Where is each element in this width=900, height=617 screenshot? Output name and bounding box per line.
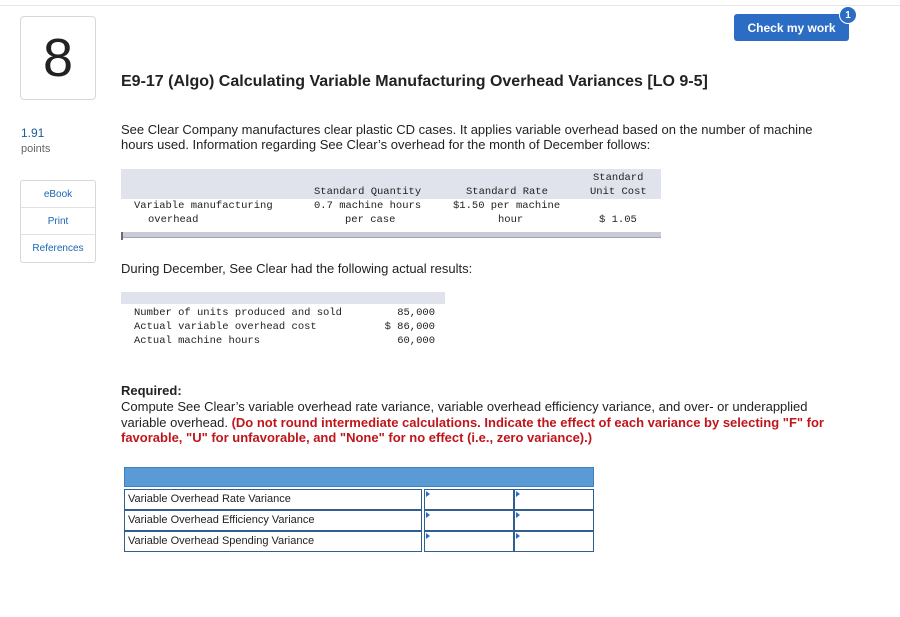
answer-row-label: Variable Overhead Efficiency Variance bbox=[124, 510, 422, 531]
standard-cost-table bbox=[121, 169, 661, 239]
actual-table-header-band bbox=[121, 292, 445, 304]
actual-results-table bbox=[121, 292, 445, 360]
required-label: Required: bbox=[121, 383, 182, 398]
actual-row-label: Actual variable overhead cost bbox=[134, 321, 317, 333]
col-standard-quantity: Standard Quantity bbox=[314, 186, 422, 198]
efficiency-variance-amount-cell[interactable] bbox=[424, 510, 514, 531]
required-body: Compute See Clear’s variable overhead rate variance, variable overhead efficiency variance, and over- or underapplied variable overhead. bbox=[121, 399, 808, 430]
actual-row-value: 85,000 bbox=[397, 307, 435, 319]
spending-variance-effect-cell[interactable] bbox=[514, 531, 594, 552]
efficiency-variance-effect-select[interactable] bbox=[519, 513, 589, 528]
print-link[interactable]: Print bbox=[21, 208, 95, 235]
answer-row-rate-variance bbox=[124, 489, 594, 510]
standard-quantity-line2: per case bbox=[345, 214, 396, 226]
question-number: 8 bbox=[20, 16, 96, 100]
resource-links bbox=[20, 180, 96, 263]
spending-variance-amount-cell[interactable] bbox=[424, 531, 514, 552]
answer-row-spending-variance bbox=[124, 531, 594, 552]
actual-row-label: Number of units produced and sold bbox=[134, 307, 342, 319]
standard-unit-cost: $ 1.05 bbox=[599, 214, 637, 226]
top-divider bbox=[0, 5, 900, 6]
required-text bbox=[121, 399, 851, 446]
answer-row-label: Variable Overhead Spending Variance bbox=[124, 531, 422, 552]
answer-row-efficiency-variance bbox=[124, 510, 594, 531]
points-value: 1.91 bbox=[21, 126, 45, 140]
col-standard-unit-cost-line1: Standard bbox=[593, 172, 644, 184]
answer-row-label: Variable Overhead Rate Variance bbox=[124, 489, 422, 510]
check-count-badge: 1 bbox=[839, 6, 857, 24]
question-title: E9-17 (Algo) Calculating Variable Manufacturing Overhead Variances [LO 9-5] bbox=[121, 73, 708, 90]
standard-rate-line1: $1.50 per machine bbox=[453, 200, 561, 212]
points-label: points bbox=[21, 143, 51, 155]
standard-table-footer bbox=[121, 232, 661, 238]
efficiency-variance-amount-input[interactable] bbox=[429, 513, 509, 528]
standard-table-edge bbox=[121, 232, 123, 240]
rate-variance-amount-cell[interactable] bbox=[424, 489, 514, 510]
actual-table-body bbox=[121, 304, 445, 360]
col-standard-rate: Standard Rate bbox=[466, 186, 548, 198]
standard-rate-line2: hour bbox=[498, 214, 524, 226]
actual-row-value: $ 86,000 bbox=[384, 321, 435, 333]
standard-quantity-line1: 0.7 machine hours bbox=[314, 200, 422, 212]
required-instruction: (Do not round intermediate calculations. Indicate the effect of each variance by selecting "F" for favorable, "U" for unfavorable, and "None" for no effect (i.e., zero variance).) bbox=[121, 414, 824, 445]
actual-results-intro: During December, See Clear had the following actual results: bbox=[121, 261, 473, 276]
row-label-line2: overhead bbox=[148, 214, 199, 226]
ebook-link[interactable]: eBook bbox=[21, 181, 95, 208]
col-standard-unit-cost-line2: Unit Cost bbox=[590, 186, 647, 198]
efficiency-variance-effect-cell[interactable] bbox=[514, 510, 594, 531]
actual-row-value: 60,000 bbox=[397, 335, 435, 347]
references-link[interactable]: References bbox=[32, 243, 84, 254]
answer-table bbox=[124, 467, 594, 552]
question-intro: See Clear Company manufactures clear plastic CD cases. It applies variable overhead based on the number of machine hours used. Information regarding See Clear’s overhead for the month of December follows: bbox=[121, 122, 813, 152]
answer-table-header bbox=[124, 467, 594, 487]
actual-row-label: Actual machine hours bbox=[134, 335, 261, 347]
rate-variance-amount-input[interactable] bbox=[429, 492, 509, 507]
check-my-work-button[interactable]: Check my work bbox=[734, 14, 849, 41]
rate-variance-effect-cell[interactable] bbox=[514, 489, 594, 510]
spending-variance-amount-input[interactable] bbox=[429, 534, 509, 549]
spending-variance-effect-select[interactable] bbox=[519, 534, 589, 549]
rate-variance-effect-select[interactable] bbox=[519, 492, 589, 507]
row-label-line1: Variable manufacturing bbox=[134, 200, 273, 212]
